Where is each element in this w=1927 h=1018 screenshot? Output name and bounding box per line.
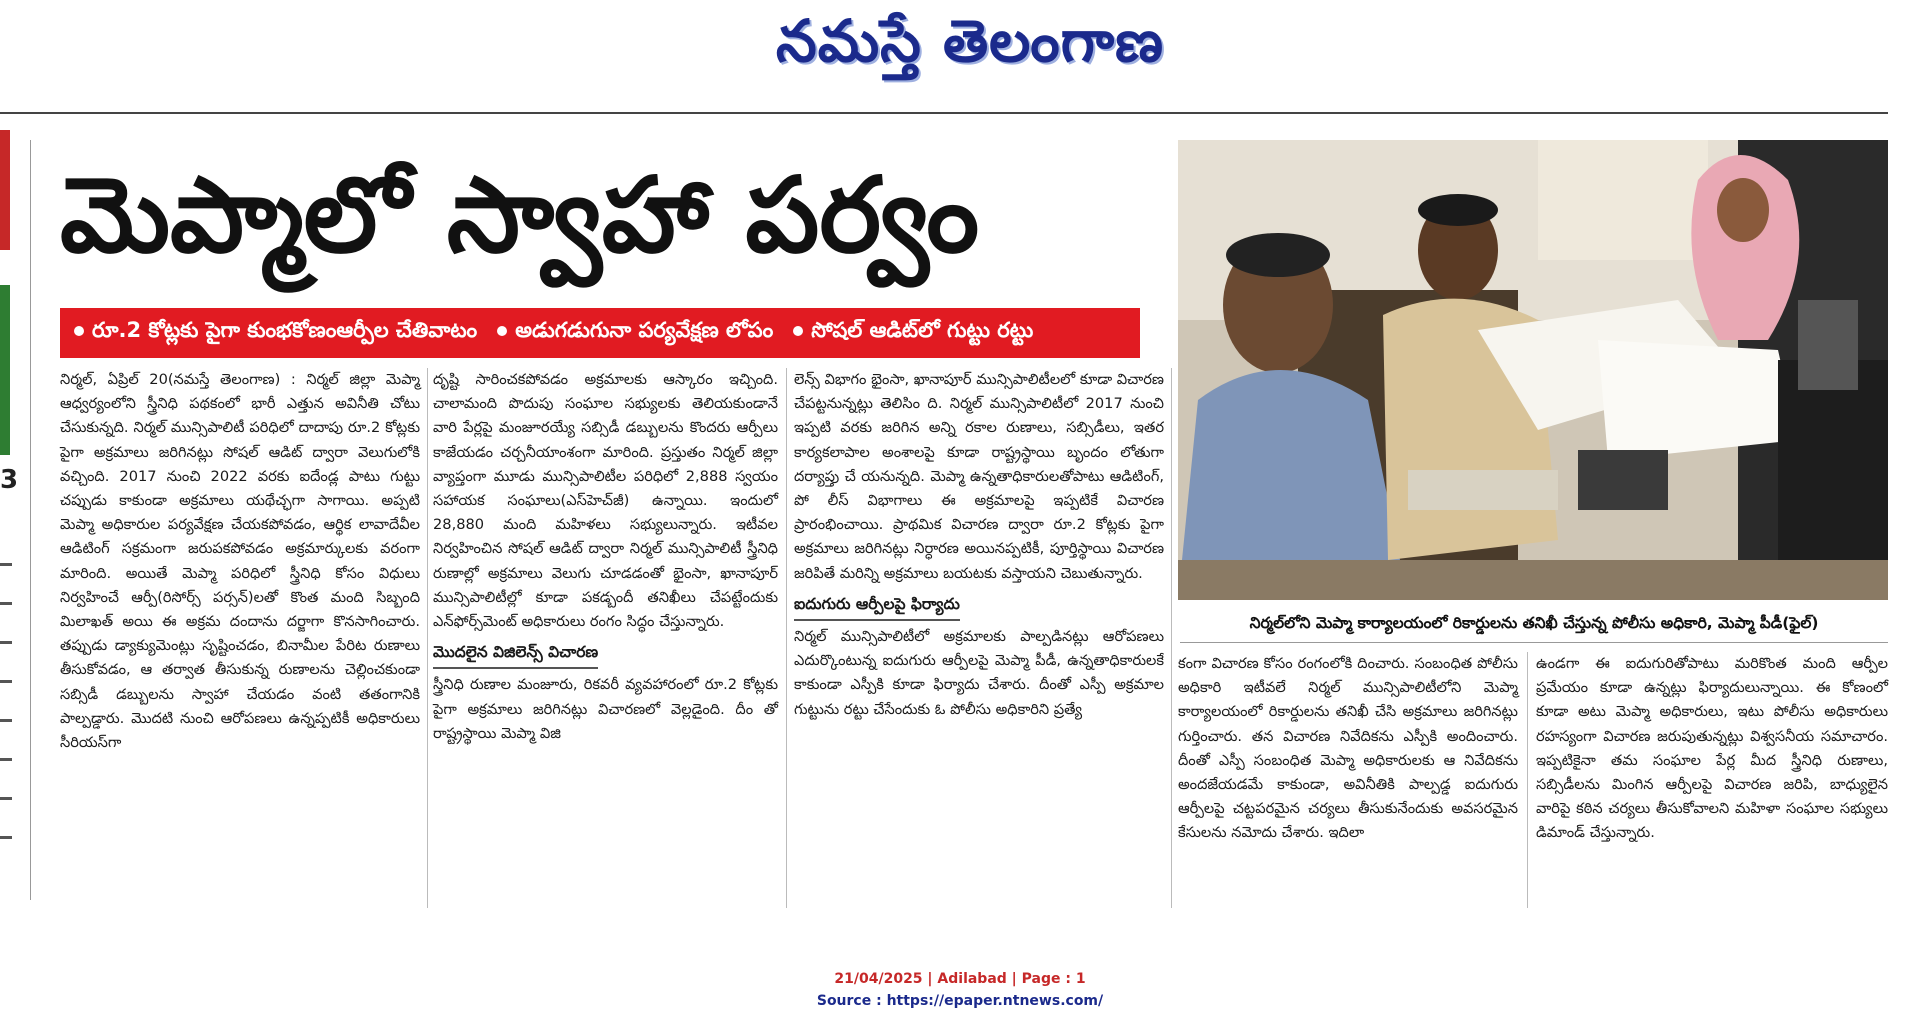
column-divider [1171, 368, 1172, 908]
article-paragraph: నిర్మల్, ఏప్రిల్ 20(నమస్తే తెలంగాణ) : నిర్మల్ జిల్లా మెప్మా ఆధ్వర్యంలోని స్త్రీనిధి పథకంలో భారీ ఎత్తున అవినీతి చోటు చేసుకున్నది. నిర్మల్ మున్సిపాలిటీ పరిధిలో దాదాపు రూ.2 కోట్లకు పైగా అక్రమాలు జరిగినట్లు సోషల్ ఆడిట్ ద్వారా వెలుగులోకి వచ్చింది. 2017 నుంచి 2022 వరకు ఐదేండ్ల పాటు గుట్టు చప్పుడు కాకుండా అక్రమాలు యథేచ్ఛగా సాగాయి. అప్పటి మెప్మా అధికారుల పర్యవేక్షణ చేయకపోవడం, ఆర్థిక లావాదేవీల ఆడిటింగ్ సక్రమంగా జరుపకపోవడం అక్రమార్కులకు వరంగా మారింది. అయితే మెప్మా పరిధిలో స్త్రీనిధి కోసం విధులు నిర్వహించే ఆర్పీ(రిసోర్స్ పర్సన్)లతో కొంత మంది సిబ్బంది మిలాఖత్ అయి ఈ అక్రమ దందాను దర్జాగా కొనసాగించారు. తప్పుడు డ్యాక్యుమెంట్లు సృష్టించడం, బినామీల పేరిట రుణాలు తీసుకోవడం, ఆ తర్వాత తీసుకున్న రుణాలను చెల్లించకుండా సబ్సిడీ డబ్బులను స్వాహా చేయడం వంటి తతంగానికి పాల్పడ్డారు. మొదటి నుంచి ఆరోపణలు ఉన్నప్పటికీ అధికారులు సీరియస్‌గా [60, 371, 420, 752]
bullet-icon [793, 326, 803, 336]
adjacent-article-strip [0, 120, 28, 900]
cut-glyph: 3 [0, 465, 19, 495]
cut-text-lines [0, 545, 12, 865]
edition-info: 21/04/2025 | Adilabad | Page : 1 [834, 971, 1086, 987]
article-subhead-banner [60, 308, 1140, 358]
masthead-title: నమస్తే తెలంగాణ [776, 6, 1164, 75]
article-photo [1178, 140, 1888, 600]
article-column-4 [1178, 652, 1518, 846]
bullet-icon [497, 326, 507, 336]
article-headline: మెప్మాలో స్వాహా పర్వం [60, 154, 980, 276]
bullet-icon [74, 326, 84, 336]
article-paragraph: కంగా విచారణ కోసం రంగంలోకి దించారు. సంబంధిత పోలీసు అధికారి ఇటీవలే నిర్మల్ మున్సిపాలిటీలోని మెప్మా కార్యాలయంలో రికార్డులను తనిఖీ చేసి అక్రమాలు జరిగినట్లు గుర్తించారు. తన విచారణ నివేదికను ఎస్పీకి అందించారు. దీంతో ఎస్పీ సంబంధిత మెప్మా అధికారులకు ఆ నివేదికను అందజేయడమే కాకుండా, అవినీతికి పాల్పడ్డ ఐదుగురు ఆర్పీలపై చట్టపరమైన చర్యలు తీసుకునేందుకు అవసరమైన కేసులను నమోదు చేశారు. ఇదిలా [1178, 655, 1518, 842]
subhead-item: సోషల్ ఆడిట్‌లో గుట్టు రట్టు [793, 318, 1033, 348]
article-paragraph: దృష్టి సారించకపోవడం అక్రమాలకు ఆస్కారం ఇచ్చింది. చాలామంది పొదుపు సంఘాల సభ్యులకు తెలియకుండానే వారి పేర్లపై మంజూరయ్యే సబ్సిడీ డబ్బులను కొందరు ఆర్పీలు కాజేయడం చర్చనీయాంశంగా మారింది. ప్రస్తుతం నిర్మల్ జిల్లా వ్యాప్తంగా మూడు మున్సిపాలిటీల పరిధిలో 2,888 స్వయం సహాయక సంఘాలు(ఎస్‌హెచ్‌జీ) ఉన్నాయి. ఇందులో 28,880 మంది మహిళలు సభ్యులున్నారు. ఇటీవల నిర్వహించిన సోషల్ ఆడిట్ ద్వారా నిర్మల్ మున్సిపాలిటీ స్త్రీనిధి రుణాల్లో అక్రమాలు వెలుగు చూడడంతో భైంసా, ఖానాపూర్ మున్సిపాలిటీల్లో కూడా పకడ్బందీ తనిఖీలు చేపట్టేందుకు ఎన్‌ఫోర్స్‌మెంట్ అధికారులు రంగం సిద్ధం చేస్తున్నారు. [433, 371, 778, 631]
red-strip [0, 130, 10, 250]
green-strip [0, 285, 10, 455]
masthead-divider [0, 112, 1888, 114]
article-paragraph: స్త్రీనిధి రుణాల మంజూరు, రికవరీ వ్యవహారంలో రూ.2 కోట్లకు పైగా అక్రమాలు జరిగినట్లు విచారణలో వెల్లడైంది. దీం తో రాష్ట్రస్థాయి మెప్మా విజి [433, 676, 778, 742]
section-subheading: ఐదుగురు ఆర్పీలపై ఫిర్యాదు [794, 592, 960, 621]
masthead [600, 8, 1340, 88]
article-paragraph: ఉండగా ఈ ఐదుగురితోపాటు మరికొంత మంది ఆర్పీల ప్రమేయం కూడా ఉన్నట్లు ఫిర్యాదులున్నాయి. ఈ కోణంలో కూడా అటు మెప్మా అధికారులు, ఇటు పోలీసు అధికారులు రహస్యంగా విచారణ జరుపుతున్నట్లు విశ్వసనీయ సమాచారం. ఇప్పటికైనా తమ సంఘాల పేర్ల మీద స్త్రీనిధి రుణాలు, సబ్సిడీలను మింగిన ఆర్పీలపై విచారణ జరిపి, బాధ్యులైన వారిపై కఠిన చర్యలు తీసుకోవాలని మహిళా సంఘాల సభ్యులు డిమాండ్ చేస్తున్నారు. [1536, 655, 1888, 842]
article-paragraph: లెన్స్ విభాగం భైంసా, ఖానాపూర్ మున్సిపాలిటీలలో కూడా విచారణ చేపట్టనున్నట్లు తెలిసిం ది. నిర్మల్ మున్సిపాలిటీలో 2017 నుంచి ఇప్పటి వరకు జరిగిన అన్ని రకాల రుణాలు, సబ్సిడీలు, ఇతర కార్యకలాపాల అంశాలపై కూడా రాష్ట్రస్థాయి బృందం లోతుగా దర్యాప్తు చే యనున్నది. మెప్మా ఉన్నతాధికారులతోపాటు ఆడిటింగ్, పో లీస్ విభాగాలు ఈ అక్రమాలపై ఇప్పటికే విచారణ ప్రారంభించాయి. ప్రాథమిక విచారణ ద్వారా రూ.2 కోట్లకు పైగా అక్రమాలు జరిగినట్లు నిర్ధారణ అయినప్పటికీ, పూర్తిస్థాయి విచారణ జరిపితే మరిన్ని అక్రమాలు బయటకు వస్తాయని చెబుతున్నారు. [794, 371, 1164, 582]
column-divider [786, 368, 787, 908]
photo-illustration [1178, 140, 1888, 600]
article-column-2 [433, 368, 778, 746]
section-subheading: మొదలైన విజిలెన్స్ విచారణ [433, 640, 598, 669]
page-footer [760, 968, 1160, 1012]
article-column-5 [1536, 652, 1888, 846]
column-divider [30, 140, 31, 900]
subhead-item: రూ.2 కోట్లకు పైగా కుంభకోణంఆర్పీల చేతివాటం [74, 318, 477, 348]
article-column-1 [60, 368, 420, 755]
column-divider [427, 368, 428, 908]
article-paragraph: నిర్మల్ మున్సిపాలిటీలో అక్రమాలకు పాల్పడినట్లు ఆరోపణలు ఎదుర్కొంటున్న ఐదుగురు ఆర్పీలపై మెప్మా పీడీ, ఉన్నతాధికారులకే కాకుండా ఎస్పీకి కూడా ఫిర్యాదు చేశారు. దీంతో ఎస్పీ అక్రమాల గుట్టును రట్టు చేసేందుకు ఓ పోలీసు అధికారిని ప్రత్యే [794, 628, 1164, 718]
caption-divider [1180, 642, 1888, 643]
source-link[interactable]: Source : https://epaper.ntnews.com/ [816, 993, 1104, 1009]
subhead-item: అడుగడుగునా పర్యవేక్షణ లోపం [497, 318, 773, 348]
photo-caption: నిర్మల్‌లోని మెప్మా కార్యాలయంలో రికార్డులను తనిఖీ చేస్తున్న పోలీసు అధికారి, మెప్మా పీడీ(ఫైల్) [1249, 614, 1819, 632]
article-column-3 [794, 368, 1164, 722]
column-divider [1527, 652, 1528, 908]
